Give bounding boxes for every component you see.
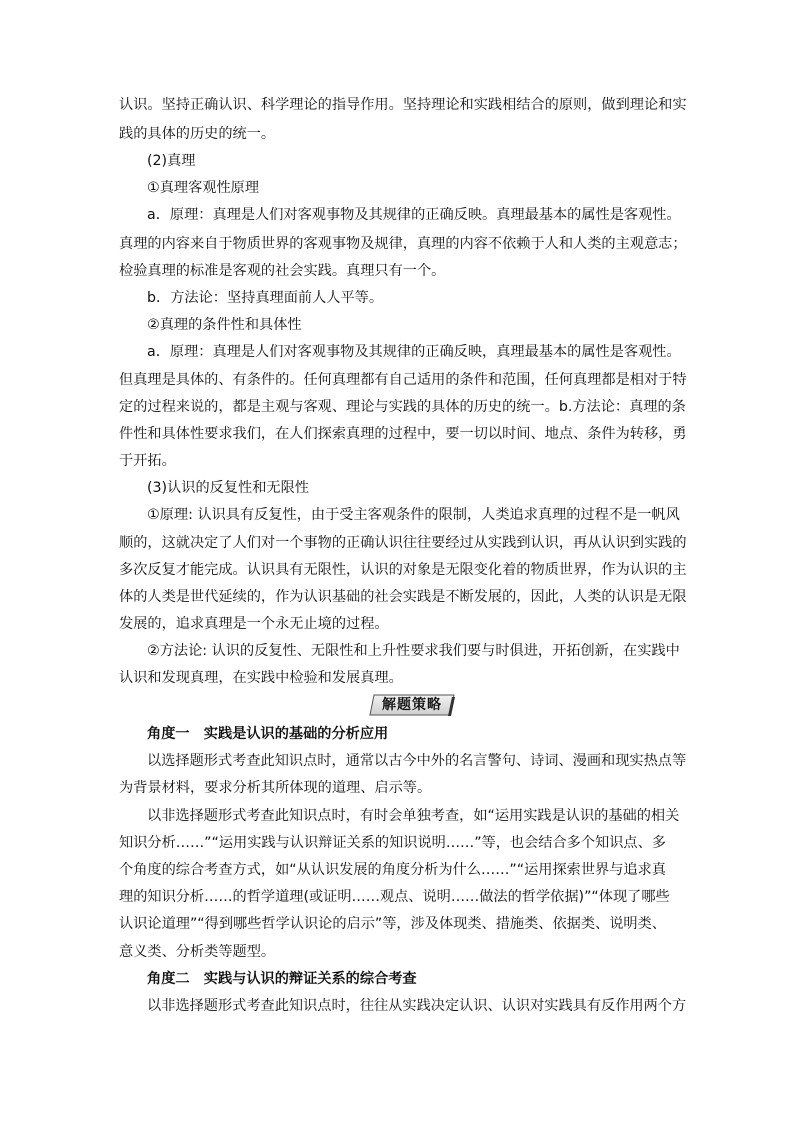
text-line: 理的知识分析……的哲学道理(或证明……观点、说明……做法的哲学依据)”“体现了哪些: [119, 889, 670, 905]
text-line: 以非选择题形式考查此知识点时，往往从实践决定认识、认识对实践具有反作用两个方: [147, 998, 687, 1014]
text-line: 认识。坚持正确认识、科学理论的指导作用。坚持理论和实践相结合的原则，做到理论和实: [119, 97, 687, 113]
text-line: b．方法论：坚持真理面前人人平等。: [147, 290, 384, 306]
text-line: 件性和具体性要求我们，在人们探索真理的过程中，要一切以时间、地点、条件为转移，勇: [119, 426, 687, 442]
text-line: 体的人类是世代延续的，作为认识基础的社会实践是不断发展的，因此，人类的认识是无限: [119, 589, 687, 605]
subsection-heading: ②真理的条件性和具体性: [147, 317, 302, 333]
text-line: 但真理是具体的、有条件的。任何真理都有自己适用的条件和范围，任何真理都是相对于特: [119, 372, 687, 388]
text-line: 顺的，这就决定了人们对一个事物的正确认识往往要经过从实践到认识，再从认识到实践的: [119, 535, 687, 551]
text-line: 认识和发现真理，在实践中检验和发展真理。: [119, 670, 403, 686]
text-line: 以选择题形式考查此知识点时，通常以古今中外的名言警句、诗词、漫画和现实热点等: [147, 753, 687, 769]
text-line: 个角度的综合考查方式，如“从认识发展的角度分析为什么……”“运用探索世界与追求真: [119, 862, 666, 878]
text-line: ①原理: 认识具有反复性，由于受主客观条件的限制，人类追求真理的过程不是一帆风: [147, 507, 680, 523]
section-heading: (2)真理: [147, 153, 196, 169]
text-line: 以非选择题形式考查此知识点时，有时会单独考查，如“运用实践是认识的基础的相关: [147, 808, 680, 824]
text-line: 发展的，追求真理是一个永无止境的过程。: [119, 616, 389, 632]
text-line: 知识分析……”“运用实践与认识辩证关系的知识说明……”等，也会结合多个知识点、多: [119, 835, 666, 851]
text-line: 意义类、分析类等题型。: [119, 944, 276, 960]
angle-heading: 角度一 实践是认识的基础的分析应用: [147, 726, 389, 742]
text-line: 于开拓。: [119, 453, 176, 469]
section-heading: (3)认识的反复性和无限性: [147, 480, 309, 496]
text-line: 认识论道理”“得到哪些哲学认识论的启示”等，涉及体现类、措施类、依据类、说明类、: [119, 916, 666, 932]
text-line: 多次反复才能完成。认识具有无限性，认识的对象是无限变化着的物质世界，作为认识的主: [119, 562, 687, 578]
angle-heading: 角度二 实践与认识的辩证关系的综合考查: [147, 971, 417, 987]
banner-label: 解题策略: [382, 697, 442, 713]
subsection-heading: ①真理客观性原理: [147, 180, 260, 196]
strategy-banner: [369, 694, 455, 716]
text-line: 为背景材料，要求分析其所体现的道理、启示等。: [119, 780, 432, 796]
text-line: 定的过程来说的，都是主观与客观、理论与实践的具体的历史的统一。b.方法论：真理的条: [119, 399, 686, 415]
text-line: ②方法论: 认识的反复性、无限性和上升性要求我们要与时俱进，开拓创新，在实践中: [147, 643, 680, 659]
text-line: 践的具体的历史的统一。: [119, 126, 276, 142]
text-line: 真理的内容来自于物质世界的客观事物及规律，真理的内容不依赖于人和人类的主观意志；: [119, 236, 687, 252]
text-line: a．原理：真理是人们对客观事物及其规律的正确反映。真理最基本的属性是客观性。: [147, 207, 681, 223]
text-line: a．原理：真理是人们对客观事物及其规律的正确反映，真理最基本的属性是客观性。: [147, 344, 681, 360]
text-line: 检验真理的标准是客观的社会实践。真理只有一个。: [119, 263, 446, 279]
